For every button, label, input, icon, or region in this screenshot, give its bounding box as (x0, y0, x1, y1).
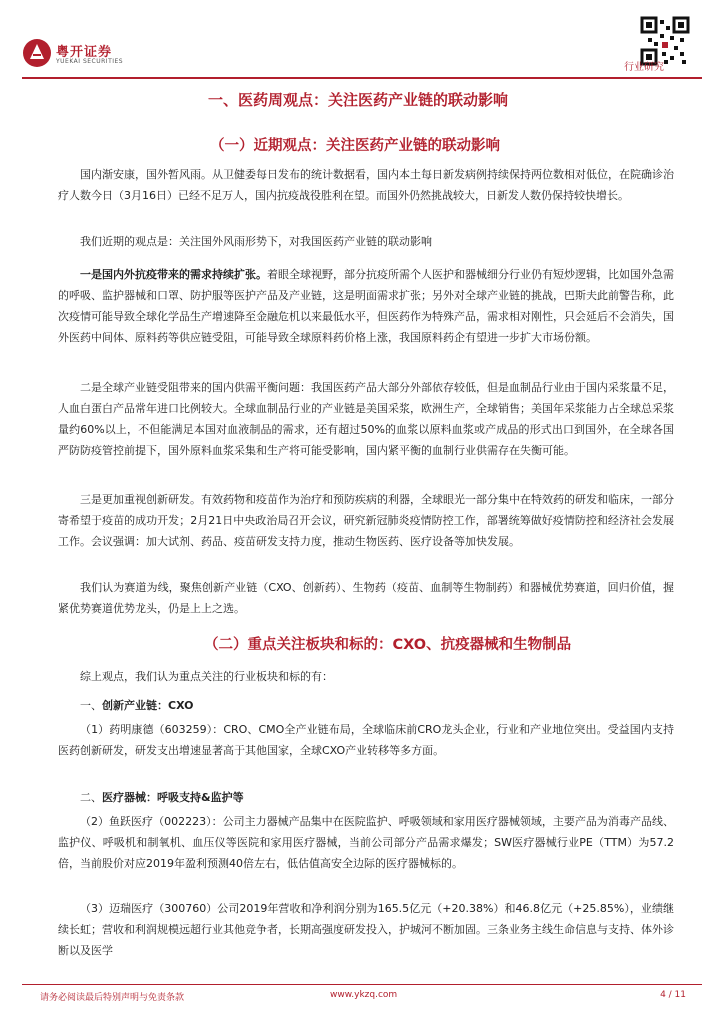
footer-disclaimer[interactable]: 请务必阅读最后特别声明与免责条款 (40, 993, 185, 1003)
paragraph-conclusion: 我们认为赛道为线，聚焦创新产业链（CXO、创新药）、生物药（疫苗、血制等生物制药）和器械优势赛道，回归价值，握紧优势赛道优势龙头，仍是上上之选。 (58, 581, 674, 615)
paragraph-mindray: （3）迈瑞医疗（300760）公司2019年营收和净利润分别为165.5亿元（+20.38%）和46.8亿元（+25.85%），业绩继续长虹；营收和利润规模远超行业其他竞争者，长期高强度研发投入，护城河不断加固。三条业务主线生命信息与支持、体外诊断以及医学 (58, 902, 674, 957)
paragraph-point-two: 二是全球产业链受阻带来的国内供需平衡问题：我国医药产品大部分外部依存较低，但是血制品行业由于国内采浆量不足，人血白蛋白产品常年进口比例较大。全球血制品行业的产业链是美国采浆，欧洲生产，全球销售；美国年采浆能力占全球总采浆量约60%以上，不但能满足本国对血液制品的需求，还有超过50%的血浆以原料血浆或产成品的形式出口到国外，在全球各国严防防疫管控前提下，国外原料血浆采集和生产将可能受影响，国内紧平衡的血制行业供需存在失衡可能。 (58, 381, 674, 457)
brand-name-cn: 粤开证券 (56, 45, 113, 60)
category-devices-label: 医疗器械：呼吸支持&监护等 (102, 791, 244, 804)
paragraph-point-one (58, 264, 674, 348)
paragraph-outlook: 国内渐安康，国外暂风雨。从卫健委每日发布的统计数据看，国内本土每日新发病例持续保持两位数相对低位，在院确诊治疗人数今日（3月16日）已经不足万人，国内抗疫战役胜利在望。而国外仍然挑战较大，日新发人数仍保持较快增长。 (58, 168, 674, 202)
category-innovation (80, 695, 194, 716)
header-divider (22, 77, 702, 79)
paragraph-point-three: 三是更加重视创新研发。有效药物和疫苗作为治疗和预防疾病的利器，全球眼光一部分集中在特效药的研发和临床，一部分寄希望于疫苗的成功开发；2月21日中央政治局召开会议，研究新冠肺炎疫情防控工作，部署统筹做好疫情防控和经济社会发展工作。会议强调：加大试剂、药品、疫苗研发支持力度，推动生物医药、医疗设备等加快发展。 (58, 493, 674, 548)
point-one-body: 着眼全球视野，部分抗疫所需个人医护和器械细分行业仍有短炒逻辑，比如国外急需的呼吸、监护器械和口罩、防护服等医护产品及产业链，这是明面需求扩张；另外对全球产业链的挑战，巴斯夫此前警告称，此次疫情可能导致全球化学品生产增速降至金融危机以来最低水平，但医药作为特殊产品，需求相对刚性，只会延后不会消失，国外医药中间体、原料药等供应链受阻，可能导致全球原料药价格上涨，我国原料药企有望进一步扩大市场份额。 (58, 268, 674, 344)
yuekai-logo-icon (22, 38, 52, 68)
footer-divider (22, 984, 702, 985)
section-label: 行业研究 (624, 62, 664, 73)
section-title: 一、医药周观点：关注医药产业链的联动影响 (208, 91, 509, 109)
footer-website[interactable]: www.ykzq.com (330, 990, 398, 1000)
paragraph-summary: 综上观点，我们认为重点关注的行业板块和标的有： (80, 670, 333, 683)
subsection-title-1: （一）近期观点：关注医药产业链的联动影响 (210, 138, 500, 154)
paragraph-yuwell: （2）鱼跃医疗（002223）：公司主力器械产品集中在医院监护、呼吸领域和家用医疗器械领域，主要产品为消毒产品线、监护仪、呼吸机和制氧机、血压仪等医院和家用医疗器械，当前公司部分产品需求爆发；SW医疗器械行业PE（TTM）为57.2倍，当前股价对应2019年盈利预测40倍左右，低估值高安全边际的医疗器械标的。 (58, 815, 674, 870)
page-number: 4 / 11 (660, 990, 686, 1000)
category-innovation-prefix: 一、 (80, 699, 102, 712)
paragraph-wuxi-apptec: （1）药明康德（603259）：CRO、CMO全产业链布局，全球临床前CRO龙头企业，行业和产业地位突出。受益国内支持医药创新研发，研发支出增速显著高于其他国家，全球CXO产业转移等多方面。 (58, 723, 674, 757)
point-one-lead: 一是国内外抗疫带来的需求持续扩张。 (80, 268, 267, 281)
paragraph-view-intro: 我们近期的观点是：关注国外风雨形势下，对我国医药产业链的联动影响 (80, 235, 432, 248)
brand-logo (22, 38, 172, 68)
brand-name-en: YUEKAI SECURITIES (56, 58, 124, 65)
category-innovation-label: 创新产业链：CXO (102, 699, 194, 712)
category-devices (80, 787, 244, 808)
subsection-title-2: （二）重点关注板块和标的：CXO、抗疫器械和生物制品 (204, 637, 572, 653)
category-devices-prefix: 二、 (80, 791, 102, 804)
